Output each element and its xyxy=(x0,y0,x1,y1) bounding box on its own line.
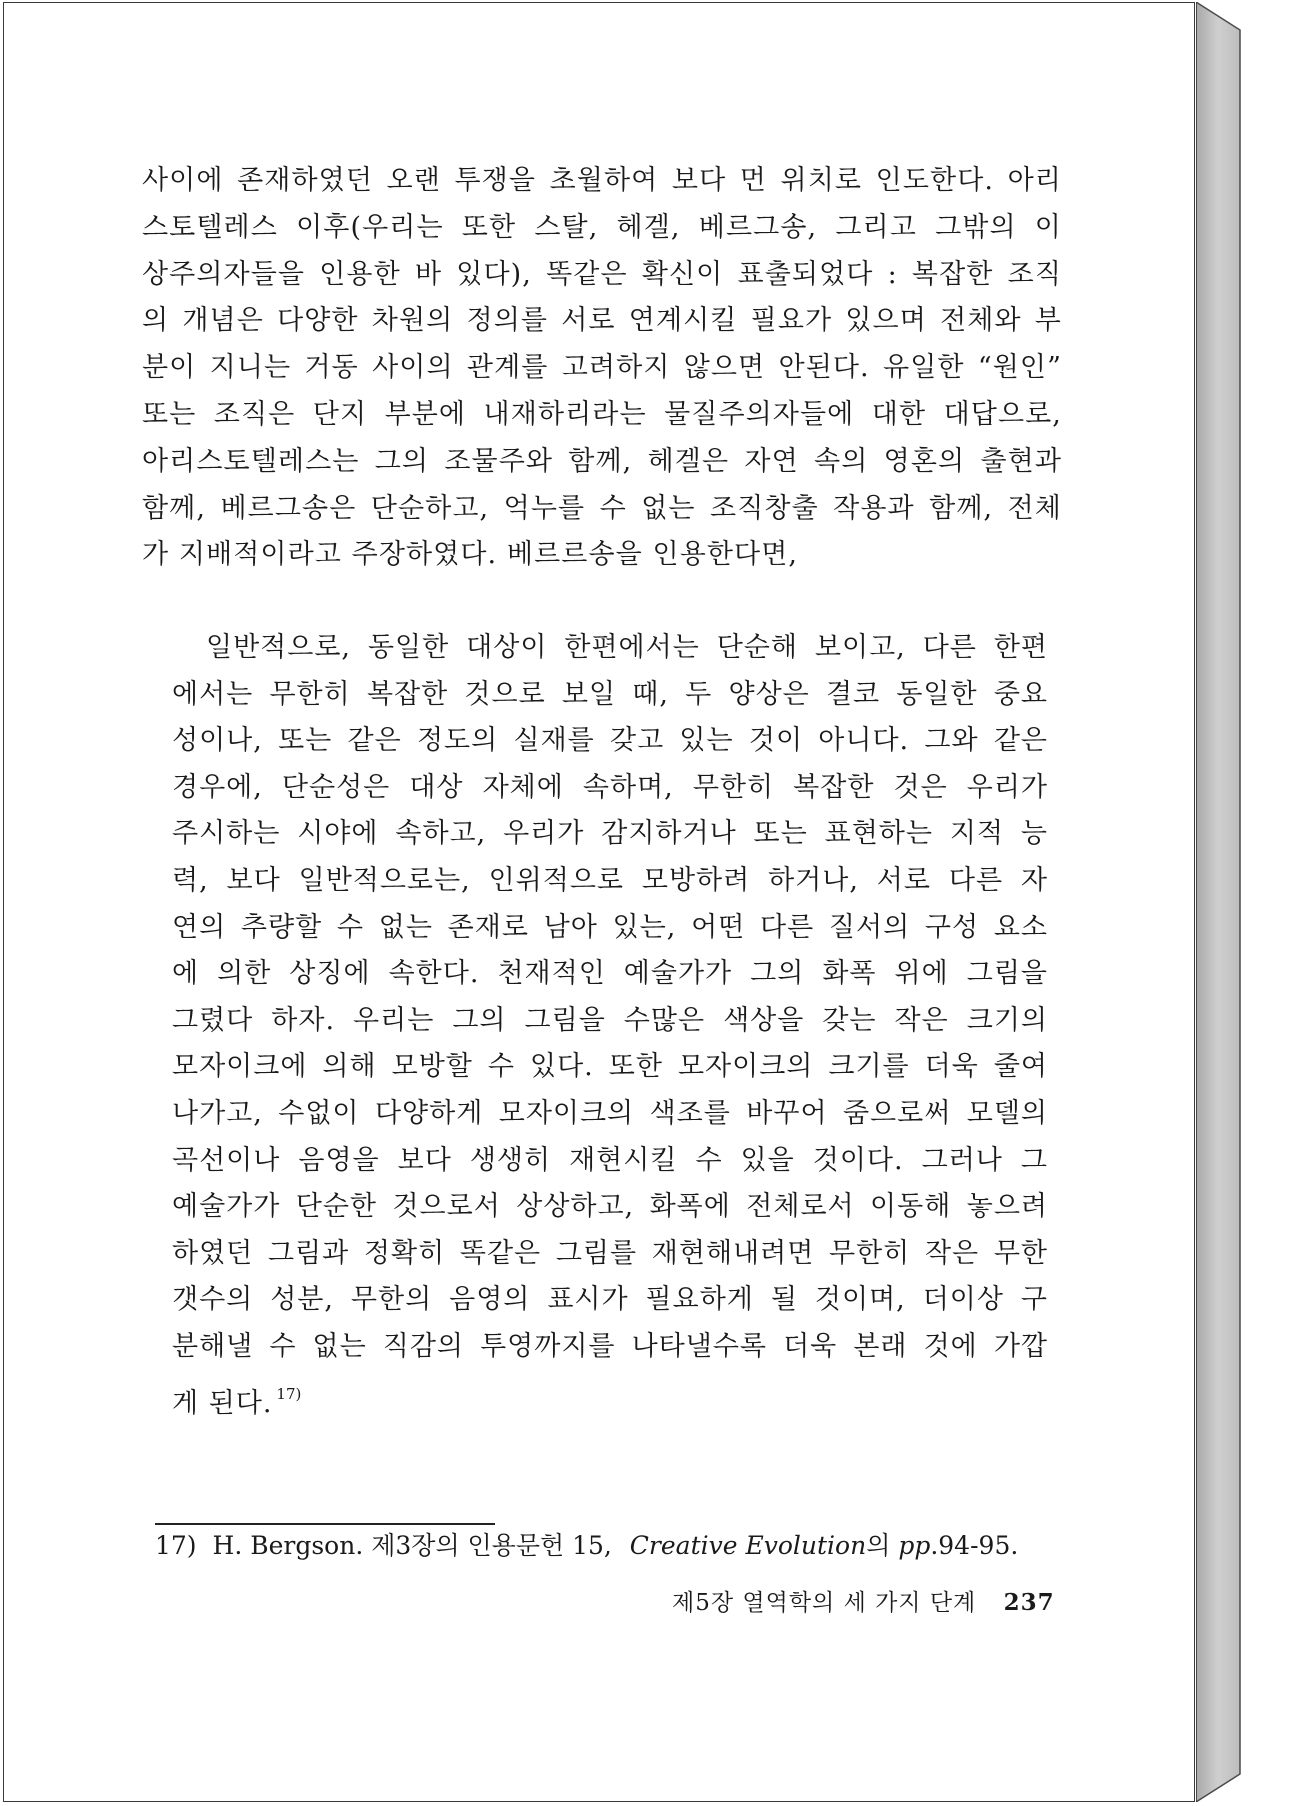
text-line: 사이에 존재하였던 오랜 투쟁을 초월하여 보다 먼 위치로 인도한다. 아리 xyxy=(142,165,1062,196)
quote-line-text: 게 된다. xyxy=(172,1387,273,1418)
running-footer xyxy=(672,1586,1055,1620)
quote-line: 에서는 무한히 복잡한 것으로 보일 때, 두 양상은 결코 동일한 중요 xyxy=(172,678,1048,710)
quote-line: 력, 보다 일반적으로는, 인위적으로 모방하려 하거나, 서로 다른 자 xyxy=(172,864,1048,896)
quote-line: 나가고, 수없이 다양하게 모자이크의 색조를 바꾸어 줌으로써 모델의 xyxy=(172,1097,1048,1129)
footnote-author: H. Bergson. xyxy=(212,1531,364,1560)
quote-line: 주시하는 시야에 속하고, 우리가 감지하거나 또는 표현하는 지적 능 xyxy=(172,818,1048,850)
quote-line: 성이나, 또는 같은 정도의 실재를 갖고 있는 것이 아니다. 그와 같은 xyxy=(172,725,1048,757)
footnote-pages-prefix: pp xyxy=(898,1531,931,1560)
quote-line: 연의 추량할 수 없는 존재로 남아 있는, 어떤 다른 질서의 구성 요소 xyxy=(172,911,1048,943)
body-paragraph xyxy=(142,158,1062,579)
quote-line: 경우에, 단순성은 대상 자체에 속하며, 무한히 복잡한 것은 우리가 xyxy=(172,771,1048,803)
text-line: 함께, 베르그송은 단순하고, 억누를 수 없는 조직창출 작용과 함께, 전체 xyxy=(142,492,1062,524)
quote-line: 곡선이나 음영을 보다 생생히 재현시킬 수 있을 것이다. 그러나 그 xyxy=(172,1144,1048,1176)
footnote-title-suffix: 의 xyxy=(866,1531,891,1560)
chapter-title: 제5장 열역학의 세 가지 단계 xyxy=(672,1590,977,1616)
text-line: 스토텔레스 이후(우리는 또한 스탈, 헤겔, 베르그송, 그리고 그밖의 이 xyxy=(142,211,1062,243)
footnote xyxy=(155,1528,1055,1564)
quote-line-final xyxy=(172,1371,1048,1418)
footnote-reference-text: 제3장의 인용문헌 15, xyxy=(371,1531,612,1560)
footnote-divider xyxy=(155,1523,495,1525)
page-stack-edge-graphic xyxy=(1196,2,1248,1802)
page-stack-edge xyxy=(1196,2,1248,1802)
footnote-number: 17) xyxy=(155,1531,197,1560)
text-line: 의 개념은 다양한 차원의 정의를 서로 연계시킬 필요가 있으며 전체와 부 xyxy=(142,305,1062,337)
block-quotation xyxy=(172,625,1048,1417)
footnote-pages: .94-95. xyxy=(930,1531,1019,1560)
text-line: 가 지배적이라고 주장하였다. 베르르송을 인용한다면, xyxy=(142,539,799,571)
quote-line: 일반적으로, 동일한 대상이 한편에서는 단순해 보이고, 다른 한편 xyxy=(206,632,1048,663)
quote-line: 분해낼 수 없는 직감의 투영까지를 나타낼수록 더욱 본래 것에 가깝 xyxy=(172,1330,1048,1362)
quote-line: 에 의한 상징에 속한다. 천재적인 예술가가 그의 화폭 위에 그림을 xyxy=(172,958,1048,990)
quote-line: 모자이크에 의해 모방할 수 있다. 또한 모자이크의 크기를 더욱 줄여 xyxy=(172,1051,1048,1083)
page-number: 237 xyxy=(1003,1589,1055,1616)
quote-line: 그렸다 하자. 우리는 그의 그림을 수많은 색상을 갖는 작은 크기의 xyxy=(172,1004,1048,1036)
text-line: 아리스토텔레스는 그의 조물주와 함께, 헤겔은 자연 속의 영혼의 출현과 xyxy=(142,445,1062,477)
footnote-reference[interactable]: 17) xyxy=(276,1384,302,1403)
text-line: 분이 지니는 거동 사이의 관계를 고려하지 않으면 안된다. 유일한 “원인” xyxy=(142,352,1062,384)
quote-line: 하였던 그림과 정확히 똑같은 그림를 재현해내려면 무한히 작은 무한 xyxy=(172,1237,1048,1269)
quote-line: 예술가가 단순한 것으로서 상상하고, 화폭에 전체로서 이동해 놓으려 xyxy=(172,1191,1048,1223)
text-line: 상주의자들을 인용한 바 있다), 똑같은 확신이 표출되었다 : 복잡한 조직 xyxy=(142,258,1062,290)
quote-line: 갯수의 성분, 무한의 음영의 표시가 필요하게 될 것이며, 더이상 구 xyxy=(172,1284,1048,1316)
text-line: 또는 조직은 단지 부분에 내재하리라는 물질주의자들에 대한 대답으로, xyxy=(142,398,1062,430)
footnote-book-title: Creative Evolution xyxy=(629,1531,867,1560)
